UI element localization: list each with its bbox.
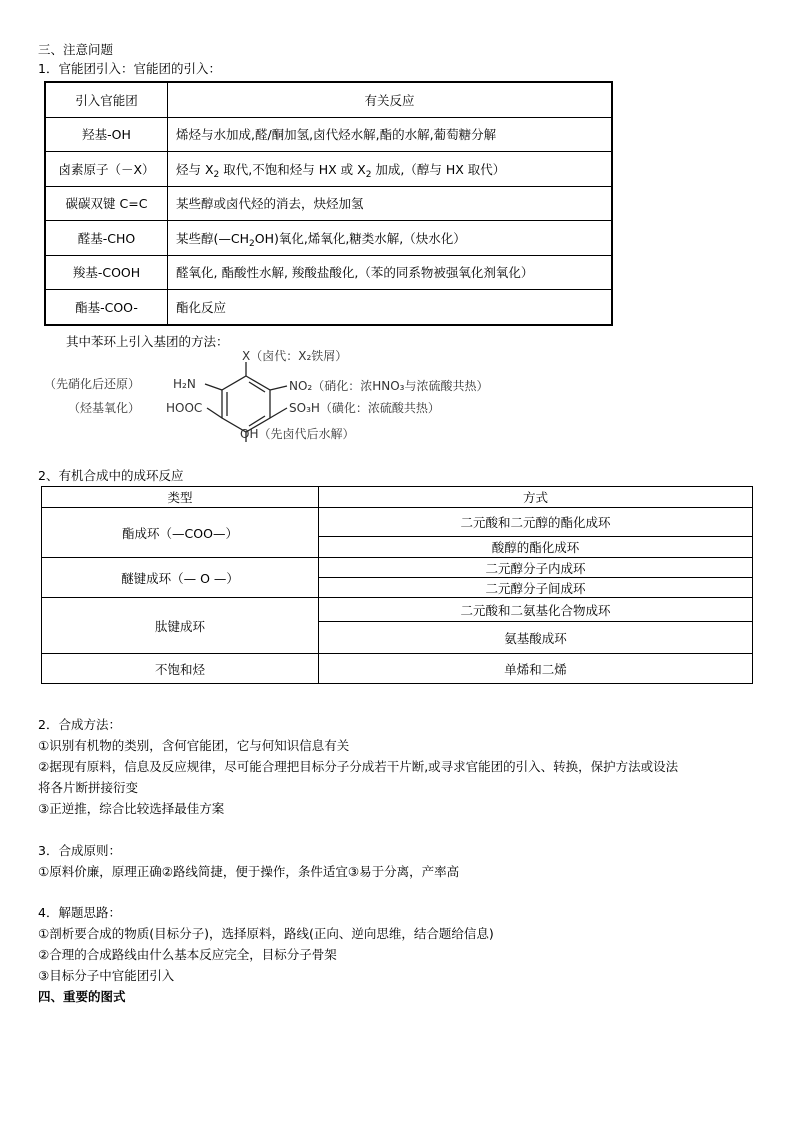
ideas-item: ②合理的合成路线由什么基本反应完全，目标分子骨架 bbox=[38, 947, 337, 962]
methods-item: ②据现有原料，信息及反应规律，尽可能合理把目标分子分成若干片断,或寻求官能团的引入、转换，保护方法或设法 bbox=[38, 759, 679, 774]
table-row bbox=[45, 117, 612, 152]
table-row bbox=[45, 186, 612, 221]
principles-heading: 3．合成原则： bbox=[38, 843, 121, 858]
ring-formation-table bbox=[41, 486, 753, 684]
type-cell: 不饱和烃 bbox=[42, 654, 319, 684]
table-row bbox=[45, 152, 612, 187]
reaction-cell: 烯烃与水加成,醛/酮加氢,卤代烃水解,酯的水解,葡萄糖分解 bbox=[168, 117, 613, 152]
group-cell: 碳碳双键 C=C bbox=[45, 186, 168, 221]
reaction-text: OH)氧化,烯氧化,糖类水解,（炔水化） bbox=[254, 230, 466, 246]
section-heading: 2、有机合成中的成环反应 bbox=[38, 468, 184, 483]
table-header-row bbox=[42, 487, 753, 508]
methods-heading: 2．合成方法： bbox=[38, 717, 121, 732]
benzene-bottom-label: OH（先卤代后水解） bbox=[240, 427, 355, 441]
functional-group-table bbox=[44, 81, 613, 326]
double-bond-line bbox=[249, 416, 265, 426]
type-cell: 醚键成环（— O —） bbox=[42, 558, 319, 598]
subscript: 2 bbox=[365, 169, 372, 180]
benzene-right-top-label: NO₂（硝化：浓HNO₃与浓硫酸共热） bbox=[289, 379, 489, 393]
bond-line-left-top bbox=[205, 384, 222, 390]
benzene-caption: 其中苯环上引入基团的方法： bbox=[66, 334, 229, 349]
bond-line-right-top bbox=[270, 386, 287, 390]
subsection-heading: 1．官能团引入：官能团的引入： bbox=[38, 61, 221, 76]
reaction-text: 某些醇(—CH bbox=[176, 230, 250, 246]
methods-item: ③正逆推，综合比较选择最佳方案 bbox=[38, 801, 225, 816]
type-cell: 肽键成环 bbox=[42, 598, 319, 654]
table-row bbox=[42, 654, 753, 684]
reaction-cell: 酯化反应 bbox=[168, 290, 613, 325]
bond-line-left-bottom bbox=[207, 408, 222, 418]
benzene-hexagon bbox=[222, 376, 270, 432]
table-header-row bbox=[45, 82, 612, 117]
subscript: 2 bbox=[249, 238, 255, 249]
table-header-cell: 方式 bbox=[319, 487, 753, 508]
reaction-cell: 某些醇或卤代烃的消去，炔烃加氢 bbox=[168, 186, 613, 221]
group-cell: 醛基-CHO bbox=[45, 221, 168, 256]
ideas-item: ①剖析要合成的物质(目标分子)，选择原料，路线(正向、逆向思维，结合题给信息) bbox=[38, 926, 494, 941]
benzene-right-bottom-label: SO₃H（磺化：浓硫酸共热） bbox=[289, 401, 440, 415]
method-cell: 氨基酸成环 bbox=[319, 622, 753, 654]
method-cell: 单烯和二烯 bbox=[319, 654, 753, 684]
reaction-cell bbox=[168, 152, 613, 187]
benzene-left-top-note: （先硝化后还原） bbox=[44, 377, 141, 391]
reaction-cell bbox=[168, 221, 613, 256]
bond-line-right-bottom bbox=[270, 408, 287, 418]
benzene-left-top-group: H₂N bbox=[173, 377, 196, 391]
group-cell: 羟基-OH bbox=[45, 117, 168, 152]
table-row bbox=[42, 558, 753, 578]
type-cell: 酯成环（—COO—） bbox=[42, 508, 319, 558]
table-row bbox=[45, 290, 612, 325]
section-heading: 三、注意问题 bbox=[38, 42, 114, 57]
group-cell: 羧基-COOH bbox=[45, 255, 168, 290]
table-row bbox=[42, 598, 753, 622]
reaction-text: 加成,（醇与 HX 取代） bbox=[371, 161, 506, 177]
method-cell: 二元酸和二元醇的酯化成环 bbox=[319, 508, 753, 537]
benzene-left-bottom-group: HOOC bbox=[166, 401, 203, 415]
reaction-cell: 醛氧化, 酯酸性水解, 羧酸盐酸化,（苯的同系物被强氧化剂氧化） bbox=[168, 255, 613, 290]
ideas-heading: 4．解题思路： bbox=[38, 905, 121, 920]
table-row bbox=[42, 508, 753, 537]
section-heading: 四、重要的图式 bbox=[38, 989, 126, 1004]
methods-item: 将各片断拼接衍变 bbox=[38, 780, 139, 795]
reaction-text: 烃与 X bbox=[176, 161, 214, 177]
table-header-cell: 类型 bbox=[42, 487, 319, 508]
method-cell: 二元酸和二氨基化合物成环 bbox=[319, 598, 753, 622]
table-header-cell: 引入官能团 bbox=[45, 82, 168, 117]
method-cell: 二元醇分子间成环 bbox=[319, 578, 753, 598]
subscript: 2 bbox=[213, 169, 220, 180]
benzene-top-label: X（卤代：X₂铁屑） bbox=[242, 349, 348, 363]
ideas-item: ③目标分子中官能团引入 bbox=[38, 968, 175, 983]
table-row bbox=[45, 221, 612, 256]
double-bond-line bbox=[249, 382, 265, 392]
group-cell: 酯基-COO- bbox=[45, 290, 168, 325]
benzene-left-bottom-note: （烃基氧化） bbox=[68, 401, 141, 415]
method-cell: 酸醇的酯化成环 bbox=[319, 537, 753, 558]
table-header-cell: 有关反应 bbox=[168, 82, 613, 117]
principles-item: ①原料价廉，原理正确②路线简捷，便于操作，条件适宜③易于分离，产率高 bbox=[38, 864, 460, 879]
reaction-text: 取代,不饱和烃与 HX 或 X bbox=[219, 161, 366, 177]
table-row bbox=[45, 255, 612, 290]
benzene-substitution-diagram bbox=[40, 346, 580, 446]
group-cell: 卤素原子（－X） bbox=[45, 152, 168, 187]
methods-item: ①识别有机物的类别，含何官能团，它与何知识信息有关 bbox=[38, 738, 350, 753]
method-cell: 二元醇分子内成环 bbox=[319, 558, 753, 578]
